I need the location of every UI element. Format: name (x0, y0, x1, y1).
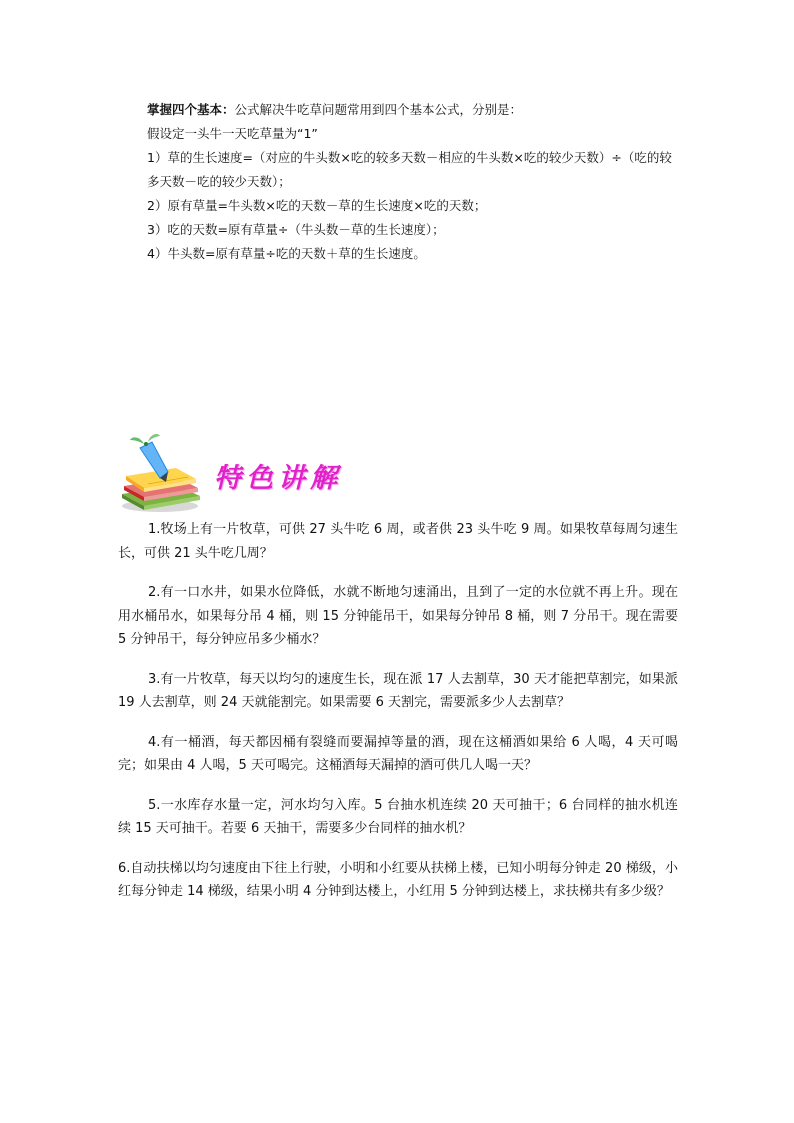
problem-item: 1.牧场上有一片牧草，可供 27 头牛吃 6 周，或者供 23 头牛吃 9 周。如果牧草每周匀速生长，可供 21 头牛吃几周？ (118, 522, 678, 561)
problem-item: 4.有一桶酒，每天都因桶有裂缝而要漏掉等量的酒，现在这桶酒如果给 6 人喝，4 天可喝完；如果由 4 人喝，5 天可喝完。这桶酒每天漏掉的酒可供几人喝一天？ (118, 734, 678, 773)
problem-list (118, 518, 678, 920)
problem-item: 2.有一口水井，如果水位降低，水就不断地匀速涌出，且到了一定的水位就不再上升。现在用水桶吊水，如果每分吊 4 桶，则 15 分钟能吊干，如果每分钟吊 8 桶，则 7 分吊干。现在需要 5 分钟吊干，每分钟应吊多少桶水？ (118, 585, 678, 647)
formula-2: 2）原有草量=牛头数×吃的天数－草的生长速度×吃的天数； (147, 198, 487, 213)
section-title: 特色讲解 (214, 463, 342, 494)
intro-lead-line (113, 98, 683, 122)
problem-item: 5.一水库存水量一定，河水均匀入库。5 台抽水机连续 20 天可抽干；6 台同样的抽水机连续 15 天可抽干。若要 6 天抽干，需要多少台同样的抽水机？ (118, 797, 678, 836)
intro-lead-rest: 公式解决牛吃草问题常用到四个基本公式，分别是： (234, 102, 523, 117)
formula-intro (113, 98, 683, 266)
assumption-line: 假设定一头牛一天吃草量为“1” (147, 126, 318, 141)
problem-item: 3.有一片牧草，每天以均匀的速度生长，现在派 17 人去割草，30 天才能把草割完，如果派 19 人去割草，则 24 天就能割完。如果需要 6 天割完，需要派多少人去割草？ (118, 671, 678, 710)
intro-bold-lead: 掌握四个基本： (147, 102, 235, 117)
book-stack-with-pen-icon (118, 428, 204, 514)
formula-4: 4）牛头数=原有草量÷吃的天数＋草的生长速度。 (147, 246, 426, 261)
formula-1: 1）草的生长速度=（对应的牛头数×吃的较多天数－相应的牛头数×吃的较少天数）÷（吃的较多天数－吃的较少天数）； (147, 150, 672, 189)
formula-3: 3）吃的天数=原有草量÷（牛头数－草的生长速度）； (147, 222, 445, 237)
section-header (118, 428, 378, 514)
problem-item: 6.自动扶梯以均匀速度由下往上行驶，小明和小红要从扶梯上楼，已知小明每分钟走 20 梯级，小红每分钟走 14 梯级，结果小明 4 分钟到达楼上，小红用 5 分钟到达楼上，求扶梯共有多少级？ (118, 860, 678, 899)
